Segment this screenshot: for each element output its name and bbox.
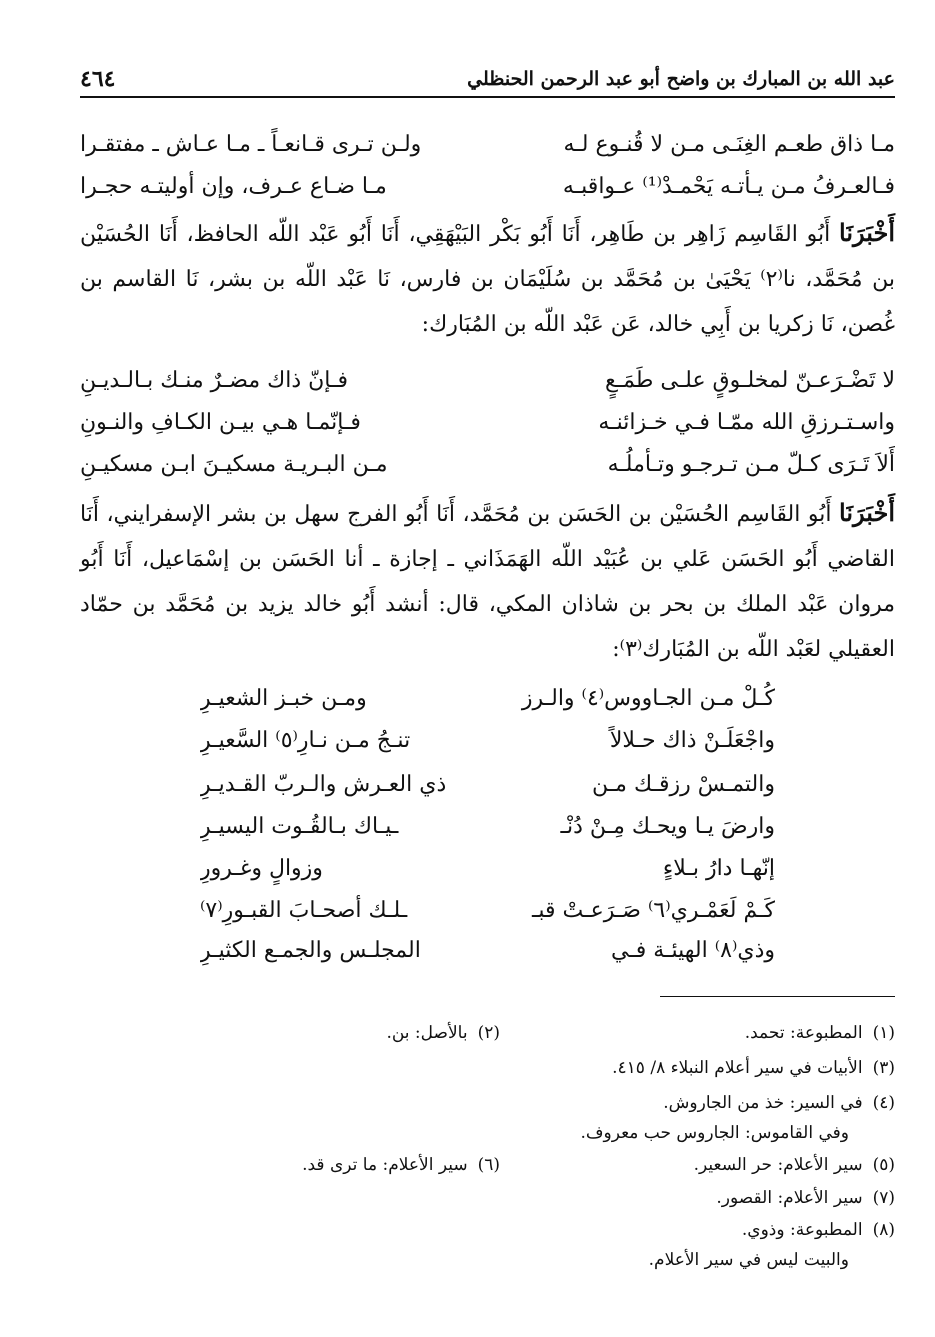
footnote-2-text: بالأصل: بن. bbox=[386, 1023, 468, 1043]
poem1-line1-hemistich-left: ولـن تـرى قـانعـاً ـ مـا عـاش ـ مفتقـرا bbox=[80, 132, 422, 157]
footnote-1-text: المطبوعة: تحمد. bbox=[744, 1023, 863, 1043]
poem1-line2-hemistich-left: مـا ضـاع عـرف، وإن أوليتـه حجـرا bbox=[80, 174, 387, 199]
footnote-7 bbox=[716, 1185, 895, 1211]
isnad-1-lead: أَخْبَرَنَا bbox=[839, 218, 895, 247]
poem3-line5-hemistich-left: وزوالٍ وغـرورِ bbox=[200, 856, 323, 881]
poem3-line5-hemistich-right: إنّهـا دارُ بـلاءٍ bbox=[662, 856, 775, 881]
footnote-8-continuation: والبيت ليس في سير الأعلام. bbox=[648, 1250, 849, 1270]
poem3-line7-hemistich-right: وذي⁽٨⁾ الهيئـة فـي bbox=[610, 938, 775, 963]
footnote-3-number: (٣) bbox=[872, 1058, 895, 1078]
poem2-line2-hemistich-left: فـإنّمـا هـي بيـن الكـافِ والنـونِ bbox=[80, 410, 361, 435]
footnote-3 bbox=[612, 1055, 895, 1081]
footnote-6 bbox=[302, 1152, 500, 1178]
poem3-line2-hemistich-left: تنـجُ مـن نـارِ⁽٥⁾ السَّعيـرِ bbox=[200, 728, 411, 753]
poem3-line6-hemistich-left: ـلـك أصحـابَ القبـورِ⁽٧⁾ bbox=[200, 898, 408, 923]
poem1-line1-hemistich-right: مـا ذاق طعـم الغِنَـى مـن لا قُنـوع لـه bbox=[563, 132, 895, 157]
poem2-line1-hemistich-left: فـإنّ ذاك مضـرٌ منـك بـالـديـنِ bbox=[80, 368, 348, 393]
poem1-line2-hemistich-right: فـالعـرفُ مـن يـأتـه يَحْمـدْ⁽¹⁾ عـواقبـه bbox=[562, 174, 895, 199]
poem3-line1-hemistich-right: كُـلْ مـن الجـاووس⁽٤⁾ والـرز bbox=[521, 686, 775, 711]
footnote-3-text: الأبيات في سير أعلام النبلاء ٨/ ٤١٥. bbox=[612, 1058, 863, 1078]
footnote-2-number: (٢) bbox=[477, 1023, 500, 1043]
footnote-7-text: سير الأعلام: القصور. bbox=[716, 1188, 863, 1208]
footnote-7-number: (٧) bbox=[872, 1188, 895, 1208]
isnad-1-text: أَبُو القَاسِم زَاهِر بن طَاهِر، أَنَا أَبُو بَكْر البَيْهَقِي، أَنَا أَبُو عَبْد اللّه الحافظ، أَنَا الحُسَيْن بن مُحَمَّد، نا⁽٢⁾ يَحْيَىٰ بن مُحَمَّد بن سُلَيْمَان بن فارس، نَا عَبْد اللّه بن بشر، نَا القاسم بن غُصن، نَا زكريا بن أَبِي خالد، عَن عَبْد اللّه بن المُبَارك: bbox=[80, 222, 895, 337]
footnote-4-text: في السير: خذ من الجاروش. bbox=[663, 1093, 863, 1113]
footnote-5-number: (٥) bbox=[872, 1155, 895, 1175]
isnad-2-lead: أَخْبَرَنَا bbox=[839, 498, 895, 527]
footnote-separator bbox=[660, 996, 895, 997]
footnote-6-number: (٦) bbox=[477, 1155, 500, 1175]
poem3-line6-hemistich-right: كَـمْ لَعَمْـري⁽٦⁾ صَـرَعـتْ قبـ bbox=[531, 898, 775, 923]
footnote-5 bbox=[694, 1152, 895, 1178]
poem2-line1-hemistich-right: لا تَضْـرَعـنّ لمخلـوقٍ علـى طَمَـعٍ bbox=[605, 368, 895, 393]
footnote-8-number: (٨) bbox=[872, 1220, 895, 1240]
poem3-line3-hemistich-right: والتمـسْ رزقـك مـن bbox=[591, 772, 775, 797]
running-header bbox=[80, 62, 895, 98]
footnote-8 bbox=[742, 1217, 895, 1243]
footnote-5-text: سير الأعلام: حر السعير. bbox=[693, 1155, 863, 1175]
page-number: ٤٦٤ bbox=[80, 66, 116, 92]
poem3-line7-hemistich-left: المجلـس والجمـع الكثيـرِ bbox=[200, 938, 421, 963]
poem3-line3-hemistich-left: ذي العـرش والـربّ القـديـرِ bbox=[200, 772, 447, 797]
footnote-4-continuation: وفي القاموس: الجاروس حب معروف. bbox=[580, 1123, 849, 1143]
footnote-4-number: (٤) bbox=[872, 1093, 895, 1113]
poem3-line1-hemistich-left: ومـن خبـز الشعيـرِ bbox=[200, 686, 367, 711]
poem2-line3-hemistich-right: أَلاَ تَـرَى كـلّ مـن تـرجـو وتـأملُـه bbox=[607, 452, 895, 477]
footnote-6-text: سير الأعلام: ما ترى قد. bbox=[302, 1155, 468, 1175]
isnad-2-text: أَبُو القَاسِم الحُسَيْن بن الحَسَن بن مُحَمَّد، أَنَا أَبُو الفرج سهل بن بشر الإسفرايني، أَنَا القاضي أَبُو الحَسَن عَلي بن عُبَيْد اللّه الهَمَذَاني ـ إجازة ـ أنا الحَسَن بن إسْمَاعيل، أَنَا أَبُو مروان عَبْد الملك بن بحر بن شاذان المكي، قال: أنشد أَبُو خالد يزيد بن مُحَمَّد بن حمّاد العقيلي لعَبْد اللّه بن المُبَارك⁽٣⁾: bbox=[80, 502, 895, 662]
isnad-paragraph-1 bbox=[80, 210, 895, 347]
footnote-2 bbox=[386, 1020, 500, 1046]
poem2-line2-hemistich-right: واسـتـرزقِ الله ممّـا فـي خـزائنـه bbox=[598, 410, 895, 435]
isnad-paragraph-2 bbox=[80, 490, 895, 672]
footnote-8-text: المطبوعة: وذوي. bbox=[741, 1220, 863, 1240]
header-title: عبد الله بن المبارك بن واضح أبو عبد الرحمن الحنظلي bbox=[467, 68, 895, 90]
poem3-line4-hemistich-right: وارضَ يـا ويحـك مِـنْ دُنْـ bbox=[560, 814, 775, 839]
poem2-line3-hemistich-left: مـن البـريـة مسكيـنَ ابـن مسكيـنِ bbox=[80, 452, 388, 477]
footnote-1 bbox=[745, 1020, 895, 1046]
poem3-line2-hemistich-right: واجْعَلَـنْ ذاك حـلالاً bbox=[609, 728, 775, 753]
footnote-1-number: (١) bbox=[872, 1023, 895, 1043]
poem3-line4-hemistich-left: ـيـاك بـالقُـوت اليسيـرِ bbox=[200, 814, 399, 839]
footnote-4 bbox=[663, 1090, 895, 1116]
